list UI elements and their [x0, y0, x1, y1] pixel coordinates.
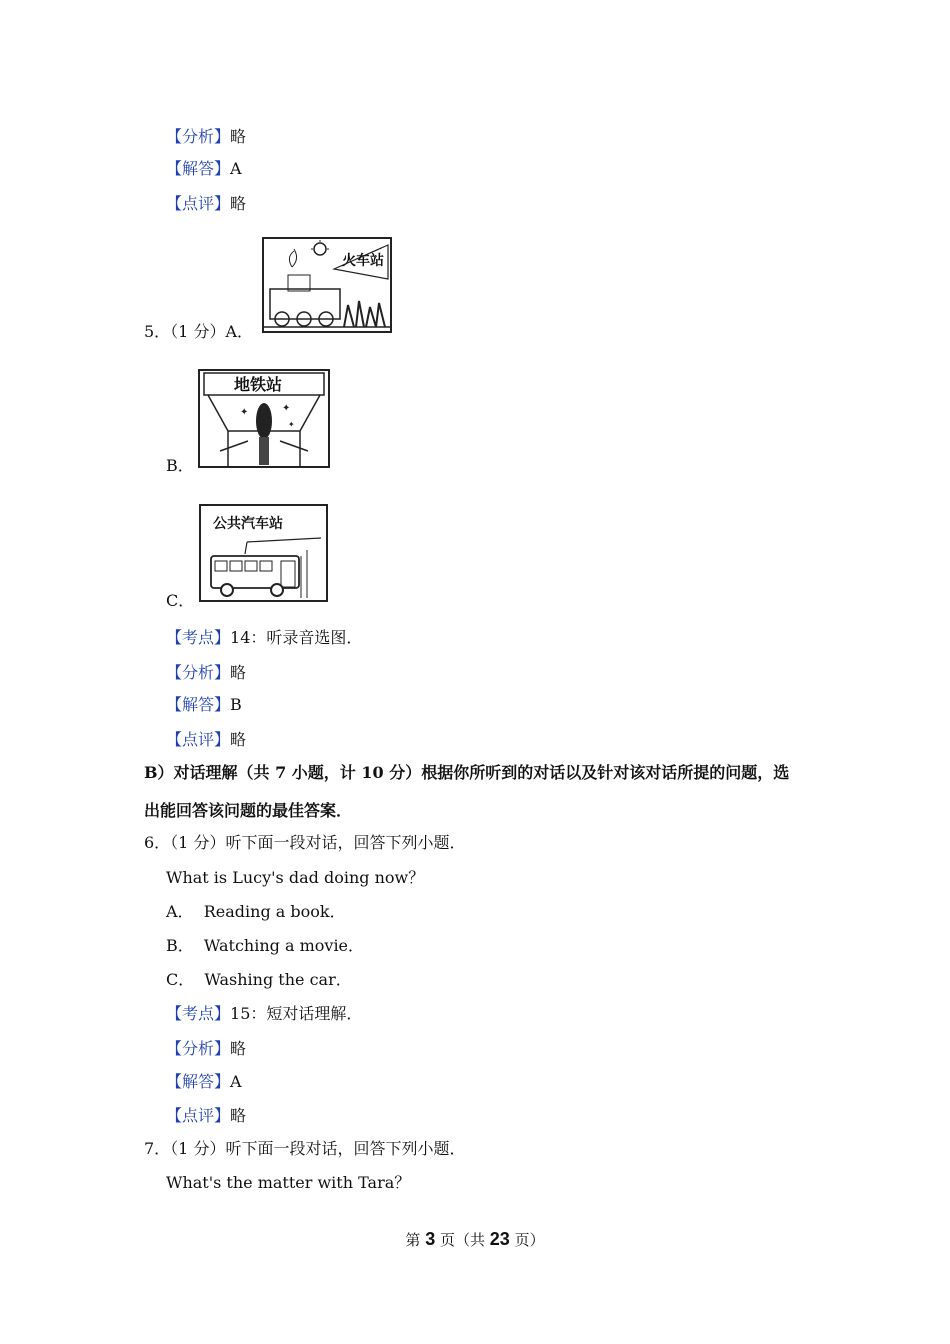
subway-station-illustration	[200, 371, 328, 466]
section-b-heading-line2: 出能回答该问题的最佳答案．	[144, 801, 353, 820]
q6-option-b: B． Watching a movie．	[166, 936, 365, 955]
train-station-picture	[262, 237, 392, 333]
q5-analysis-line	[166, 663, 246, 683]
q5-option-a-label: 5．（1 分）A．	[144, 322, 254, 341]
svg-text:✦: ✦	[288, 420, 295, 429]
q5-kaodian-line	[166, 628, 362, 648]
analysis-text: 略	[230, 663, 247, 682]
bus-station-picture	[199, 504, 328, 602]
comment-text: 略	[230, 1106, 247, 1125]
q6-analysis-line	[166, 1039, 246, 1059]
kaodian-tag: 【考点】	[166, 628, 231, 647]
kaodian-text: 14：听录音选图．	[230, 628, 363, 647]
answer-tag: 【解答】	[166, 1072, 231, 1091]
analysis-tag: 【分析】	[166, 663, 231, 682]
analysis-tag: 【分析】	[166, 127, 231, 146]
q7-question: What's the matter with Tara？	[166, 1173, 411, 1192]
kaodian-tag: 【考点】	[166, 1004, 231, 1023]
q7-stem: 7．（1 分）听下面一段对话，回答下列小题．	[144, 1139, 466, 1158]
analysis-text: 略	[230, 1039, 247, 1058]
bus-station-illustration	[201, 506, 326, 600]
answer-text: A	[230, 1072, 242, 1091]
comment-line	[166, 194, 246, 214]
q5-option-c-label: C．	[166, 591, 195, 610]
q6-answer-line	[166, 1072, 242, 1092]
answer-text: A	[230, 159, 242, 178]
q6-comment-line	[166, 1106, 246, 1126]
answer-tag: 【解答】	[166, 695, 231, 714]
bus-station-sign: 公共汽车站	[213, 516, 283, 532]
answer-text: B	[230, 695, 242, 714]
subway-station-picture	[198, 369, 330, 468]
footer-middle: 页（共	[435, 1231, 490, 1249]
q6-kaodian-line	[166, 1004, 362, 1024]
answer-tag: 【解答】	[166, 159, 231, 178]
q6-option-c: C． Washing the car．	[166, 970, 352, 989]
train-station-illustration	[264, 239, 390, 331]
train-station-sign: 火车站	[342, 253, 384, 269]
comment-tag: 【点评】	[166, 1106, 231, 1125]
q5-option-b-label: B．	[166, 456, 194, 475]
q6-option-a: A． Reading a book．	[166, 902, 346, 921]
q5-answer-line	[166, 695, 242, 715]
analysis-text: 略	[230, 127, 247, 146]
q6-question: What is Lucy's dad doing now？	[166, 868, 425, 887]
comment-tag: 【点评】	[166, 194, 231, 213]
comment-tag: 【点评】	[166, 730, 231, 749]
analysis-line	[166, 127, 246, 147]
q5-comment-line	[166, 730, 246, 750]
section-b-heading-line1: B）对话理解（共 7 小题，计 10 分）根据你所听到的对话以及针对该对话所提的问题，选	[144, 763, 790, 782]
svg-text:✦: ✦	[240, 407, 249, 418]
total-page-number: 23	[489, 1229, 510, 1249]
comment-text: 略	[230, 194, 247, 213]
kaodian-text: 15：短对话理解．	[230, 1004, 363, 1023]
answer-line	[166, 159, 242, 179]
footer-prefix: 第	[405, 1231, 426, 1249]
subway-station-sign: 地铁站	[234, 375, 283, 394]
q6-stem: 6．（1 分）听下面一段对话，回答下列小题．	[144, 833, 466, 852]
analysis-tag: 【分析】	[166, 1039, 231, 1058]
comment-text: 略	[230, 730, 247, 749]
svg-text:✦: ✦	[282, 403, 291, 414]
page-footer	[0, 1229, 950, 1250]
footer-suffix: 页）	[509, 1231, 545, 1249]
current-page-number: 3	[425, 1229, 436, 1249]
